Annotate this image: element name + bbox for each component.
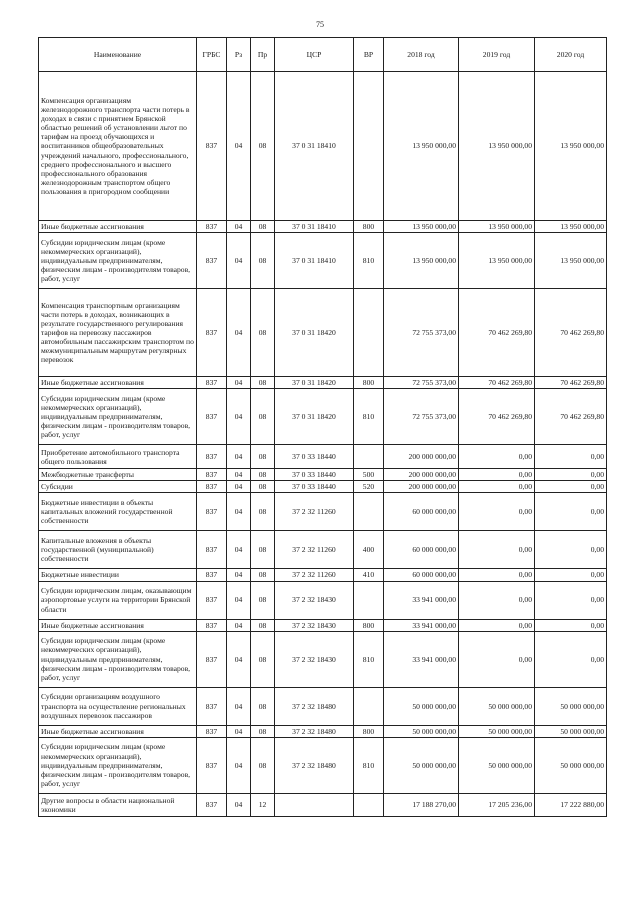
cell-name: Приобретение автомобильного транспорта общего пользования [39,445,197,469]
cell-name: Другие вопросы в области национальной экономики [39,793,197,816]
cell-2018: 13 950 000,00 [384,233,459,289]
cell-pr: 08 [251,233,275,289]
budget-table [38,37,607,817]
table-row [39,481,607,493]
cell-2018: 72 755 373,00 [384,377,459,389]
cell-vr [354,445,384,469]
cell-name: Бюджетные инвестиции в объекты капитальных вложений государственной собственности [39,493,197,531]
table-row [39,631,607,687]
cell-rz: 04 [227,531,251,569]
cell-2019: 50 000 000,00 [459,737,535,793]
cell-rz: 04 [227,445,251,469]
header-2019: 2019 год [459,38,535,72]
table-row [39,725,607,737]
cell-rz: 04 [227,72,251,221]
cell-vr [354,687,384,725]
cell-2020: 13 950 000,00 [535,233,607,289]
cell-grbs: 837 [197,289,227,377]
cell-name: Иные бюджетные ассигнования [39,619,197,631]
cell-pr: 08 [251,737,275,793]
cell-vr: 810 [354,737,384,793]
cell-2020: 0,00 [535,531,607,569]
cell-2020: 0,00 [535,581,607,619]
cell-2020: 0,00 [535,631,607,687]
cell-rz: 04 [227,233,251,289]
cell-grbs: 837 [197,221,227,233]
cell-2018: 200 000 000,00 [384,469,459,481]
table-row [39,581,607,619]
cell-vr: 520 [354,481,384,493]
cell-2020: 13 950 000,00 [535,72,607,221]
cell-name: Субсидии [39,481,197,493]
table-row [39,233,607,289]
cell-2018: 33 941 000,00 [384,619,459,631]
table-row [39,687,607,725]
cell-2020: 50 000 000,00 [535,737,607,793]
cell-name: Компенсация организациям железнодорожного транспорта части потерь в доходах в связи с принятием Брянской областью решений об установлении льгот по тарифам на проезд обучающихся и воспитанников общеобразовательных учреждений начального, профессионального, среднего профессионального и высшего профессионального образования железнодорожным транспортом общего пользования в пригородном сообщении [39,72,197,221]
cell-grbs: 837 [197,445,227,469]
cell-name: Межбюджетные трансферты [39,469,197,481]
cell-2020: 70 462 269,80 [535,289,607,377]
cell-grbs: 837 [197,687,227,725]
cell-grbs: 837 [197,569,227,581]
cell-csr: 37 2 32 18480 [275,737,354,793]
cell-2020: 17 222 880,00 [535,793,607,816]
cell-rz: 04 [227,725,251,737]
cell-pr: 08 [251,445,275,469]
table-row [39,289,607,377]
cell-vr: 810 [354,389,384,445]
cell-2020: 0,00 [535,619,607,631]
cell-grbs: 837 [197,389,227,445]
cell-csr: 37 2 32 18430 [275,619,354,631]
cell-csr: 37 0 31 18420 [275,289,354,377]
cell-pr: 08 [251,481,275,493]
cell-grbs: 837 [197,481,227,493]
cell-csr: 37 2 32 18480 [275,725,354,737]
cell-vr: 800 [354,619,384,631]
header-pr: Пр [251,38,275,72]
cell-pr: 08 [251,531,275,569]
table-row [39,531,607,569]
cell-csr: 37 2 32 11260 [275,569,354,581]
cell-2020: 13 950 000,00 [535,221,607,233]
cell-vr [354,289,384,377]
cell-pr: 08 [251,687,275,725]
cell-2019: 0,00 [459,581,535,619]
cell-2020: 0,00 [535,481,607,493]
cell-grbs: 837 [197,581,227,619]
cell-csr: 37 0 31 18420 [275,377,354,389]
cell-2018: 50 000 000,00 [384,687,459,725]
header-2018: 2018 год [384,38,459,72]
cell-2019: 50 000 000,00 [459,725,535,737]
cell-csr: 37 2 32 11260 [275,493,354,531]
cell-pr: 08 [251,569,275,581]
cell-csr: 37 2 32 18430 [275,631,354,687]
cell-2018: 50 000 000,00 [384,737,459,793]
cell-pr: 08 [251,725,275,737]
cell-2018: 50 000 000,00 [384,725,459,737]
cell-pr: 08 [251,72,275,221]
cell-2019: 13 950 000,00 [459,233,535,289]
cell-grbs: 837 [197,72,227,221]
cell-csr: 37 0 31 18420 [275,389,354,445]
cell-2018: 33 941 000,00 [384,581,459,619]
cell-name: Субсидии юридическим лицам (кроме некоммерческих организаций), индивидуальным предпринимателям, физическим лицам - производителям товаров, работ, услуг [39,233,197,289]
cell-2020: 0,00 [535,469,607,481]
cell-2020: 70 462 269,80 [535,389,607,445]
cell-2019: 70 462 269,80 [459,377,535,389]
header-2020: 2020 год [535,38,607,72]
table-row [39,377,607,389]
table-row [39,389,607,445]
cell-2019: 0,00 [459,445,535,469]
cell-2019: 0,00 [459,481,535,493]
cell-csr: 37 2 32 18480 [275,687,354,725]
cell-grbs: 837 [197,725,227,737]
cell-rz: 04 [227,377,251,389]
cell-2018: 72 755 373,00 [384,289,459,377]
cell-pr: 08 [251,581,275,619]
cell-2020: 0,00 [535,569,607,581]
table-body [39,72,607,817]
cell-vr [354,493,384,531]
cell-csr: 37 0 33 18440 [275,445,354,469]
cell-name: Иные бюджетные ассигнования [39,221,197,233]
cell-2018: 13 950 000,00 [384,72,459,221]
cell-grbs: 837 [197,631,227,687]
cell-rz: 04 [227,687,251,725]
table-row [39,445,607,469]
cell-2019: 17 205 236,00 [459,793,535,816]
cell-pr: 08 [251,631,275,687]
header-name: Наименование [39,38,197,72]
cell-grbs: 837 [197,793,227,816]
cell-grbs: 837 [197,377,227,389]
cell-rz: 04 [227,569,251,581]
page-number: 75 [316,20,324,29]
cell-2019: 70 462 269,80 [459,289,535,377]
cell-vr [354,72,384,221]
cell-name: Субсидии организациям воздушного транспорта на осуществление региональных воздушных перевозок пассажиров [39,687,197,725]
table-row [39,221,607,233]
table-row [39,619,607,631]
cell-rz: 04 [227,631,251,687]
cell-pr: 08 [251,377,275,389]
cell-2018: 17 188 270,00 [384,793,459,816]
cell-name: Субсидии юридическим лицам (кроме некоммерческих организаций), индивидуальным предпринимателям, физическим лицам - производителям товаров, работ, услуг [39,737,197,793]
cell-vr [354,793,384,816]
cell-2018: 60 000 000,00 [384,531,459,569]
cell-rz: 04 [227,289,251,377]
cell-vr: 410 [354,569,384,581]
cell-name: Субсидии юридическим лицам (кроме некоммерческих организаций), индивидуальным предпринимателям, физическим лицам - производителям товаров, работ, услуг [39,631,197,687]
cell-pr: 08 [251,619,275,631]
cell-vr: 400 [354,531,384,569]
table-row [39,737,607,793]
cell-name: Иные бюджетные ассигнования [39,377,197,389]
cell-rz: 04 [227,581,251,619]
cell-name: Субсидии юридическим лицам, оказывающим аэропортовые услуги на территории Брянской области [39,581,197,619]
cell-2019: 70 462 269,80 [459,389,535,445]
cell-grbs: 837 [197,737,227,793]
cell-rz: 04 [227,737,251,793]
cell-2019: 0,00 [459,631,535,687]
cell-vr [354,581,384,619]
header-rz: Рз [227,38,251,72]
cell-vr: 810 [354,631,384,687]
cell-2020: 0,00 [535,493,607,531]
cell-2018: 72 755 373,00 [384,389,459,445]
cell-name: Субсидии юридическим лицам (кроме некоммерческих организаций), индивидуальным предпринимателям, физическим лицам - производителям товаров, работ, услуг [39,389,197,445]
cell-rz: 04 [227,493,251,531]
cell-2019: 0,00 [459,469,535,481]
table-row [39,493,607,531]
cell-2019: 0,00 [459,569,535,581]
cell-2019: 13 950 000,00 [459,72,535,221]
cell-rz: 04 [227,221,251,233]
cell-csr: 37 0 31 18410 [275,233,354,289]
cell-rz: 04 [227,793,251,816]
cell-csr: 37 0 31 18410 [275,72,354,221]
cell-name: Бюджетные инвестиции [39,569,197,581]
cell-grbs: 837 [197,469,227,481]
cell-vr: 800 [354,725,384,737]
cell-pr: 08 [251,469,275,481]
cell-2020: 70 462 269,80 [535,377,607,389]
table-row [39,793,607,816]
cell-vr: 500 [354,469,384,481]
cell-2019: 13 950 000,00 [459,221,535,233]
cell-grbs: 837 [197,233,227,289]
header-grbs: ГРБС [197,38,227,72]
cell-vr: 800 [354,221,384,233]
cell-rz: 04 [227,481,251,493]
table-header-row [39,38,607,72]
header-vr: ВР [354,38,384,72]
cell-2020: 50 000 000,00 [535,725,607,737]
cell-rz: 04 [227,389,251,445]
cell-2020: 0,00 [535,445,607,469]
header-csr: ЦСР [275,38,354,72]
cell-rz: 04 [227,619,251,631]
cell-csr [275,793,354,816]
cell-2018: 60 000 000,00 [384,569,459,581]
cell-2018: 60 000 000,00 [384,493,459,531]
cell-2019: 0,00 [459,493,535,531]
cell-2018: 13 950 000,00 [384,221,459,233]
cell-2018: 200 000 000,00 [384,481,459,493]
cell-2018: 33 941 000,00 [384,631,459,687]
cell-2020: 50 000 000,00 [535,687,607,725]
cell-csr: 37 2 32 18430 [275,581,354,619]
cell-pr: 08 [251,389,275,445]
cell-csr: 37 0 33 18440 [275,481,354,493]
cell-pr: 08 [251,493,275,531]
cell-2019: 50 000 000,00 [459,687,535,725]
table-row [39,72,607,221]
table-row [39,469,607,481]
cell-pr: 12 [251,793,275,816]
cell-name: Иные бюджетные ассигнования [39,725,197,737]
cell-name: Компенсация транспортным организациям части потерь в доходах, возникающих в результате государственного регулирования тарифов на перевозку пассажиров автомобильным пассажирским транспортом по межмуниципальным маршрутам регулярных перевозок [39,289,197,377]
cell-2019: 0,00 [459,531,535,569]
cell-vr: 810 [354,233,384,289]
cell-grbs: 837 [197,531,227,569]
cell-grbs: 837 [197,619,227,631]
cell-pr: 08 [251,289,275,377]
cell-grbs: 837 [197,493,227,531]
cell-pr: 08 [251,221,275,233]
cell-vr: 800 [354,377,384,389]
cell-rz: 04 [227,469,251,481]
table-row [39,569,607,581]
cell-2019: 0,00 [459,619,535,631]
cell-csr: 37 0 33 18440 [275,469,354,481]
cell-name: Капитальные вложения в объекты государственной (муниципальной) собственности [39,531,197,569]
cell-2018: 200 000 000,00 [384,445,459,469]
cell-csr: 37 0 31 18410 [275,221,354,233]
cell-csr: 37 2 32 11260 [275,531,354,569]
